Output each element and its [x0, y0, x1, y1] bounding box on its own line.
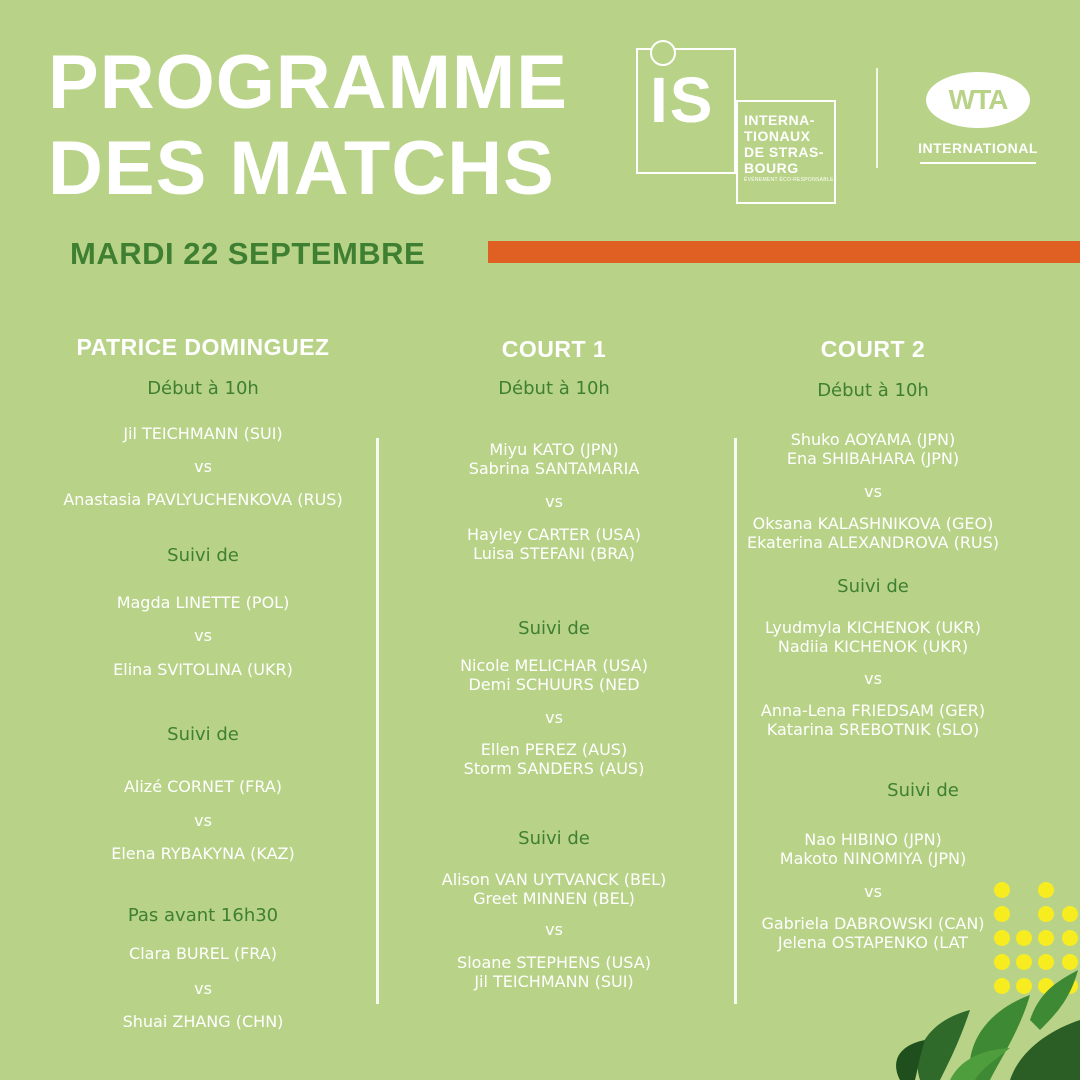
match-label: Suivi de [518, 618, 590, 639]
match-label: Suivi de [837, 576, 909, 597]
dot-icon [1062, 906, 1078, 922]
player: Hayley CARTER (USA) [467, 525, 641, 544]
schedule-date: MARDI 22 SEPTEMBRE [70, 236, 426, 271]
player: Alison VAN UYTVANCK (BEL) [441, 870, 667, 889]
player: Nadiia KICHENOK (UKR) [777, 637, 969, 656]
player: Shuai ZHANG (CHN) [122, 1012, 284, 1031]
court-column-court-1 [384, 0, 724, 1080]
dot-icon [1062, 930, 1078, 946]
player: Clara BUREL (FRA) [129, 944, 277, 963]
dot-icon [994, 930, 1010, 946]
vs-label: vs [194, 626, 212, 645]
player: Lyudmyla KICHENOK (UKR) [764, 618, 982, 637]
player: Jil TEICHMANN (SUI) [123, 424, 283, 443]
court-column-court-2 [738, 0, 1008, 1080]
match-label: Pas avant 16h30 [127, 905, 279, 926]
court-column-patrice-dominguez [20, 0, 386, 1080]
logo-tagline: ÉVÉNEMENT ÉCO-RESPONSABLE [744, 177, 834, 183]
vs-label: vs [545, 920, 563, 939]
match-label: Suivi de [518, 828, 590, 849]
player: Jil TEICHMANN (SUI) [474, 972, 634, 991]
player: Anna-Lena FRIEDSAM (GER) [760, 701, 986, 720]
match-label: Suivi de [167, 724, 239, 745]
start-time: Début à 10h [817, 380, 929, 401]
column-divider [376, 438, 379, 1004]
vs-label: vs [194, 811, 212, 830]
court-name: PATRICE DOMINGUEZ [76, 334, 330, 360]
player: Ellen PEREZ (AUS) [480, 740, 628, 759]
title-line-2: DES MATCHS [48, 126, 555, 211]
logo-text-line: TIONAUX [744, 128, 811, 144]
vs-label: vs [194, 979, 212, 998]
vs-label: vs [545, 492, 563, 511]
player: Ekaterina ALEXANDROVA (RUS) [746, 533, 1000, 552]
player: Anastasia PAVLYUCHENKOVA (RUS) [63, 490, 343, 509]
decorative-leaves-icon [880, 960, 1080, 1080]
player: Magda LINETTE (POL) [116, 593, 290, 612]
player: Alizé CORNET (FRA) [123, 777, 283, 796]
player: Nicole MELICHAR (USA) [460, 656, 648, 675]
player: Katarina SREBOTNIK (SLO) [766, 720, 980, 739]
vs-label: vs [864, 669, 882, 688]
player: Sloane STEPHENS (USA) [457, 953, 651, 972]
logo-text-line: BOURG [744, 160, 799, 176]
player: Elina SVITOLINA (UKR) [113, 660, 293, 679]
dot-icon [1038, 906, 1054, 922]
title-line-1: PROGRAMME [48, 40, 568, 125]
player: Sabrina SANTAMARIA [468, 459, 640, 478]
player: Jelena OSTAPENKO (LAT [777, 933, 969, 952]
logo-text-line: INTERNA- [744, 112, 815, 128]
match-label: Suivi de [887, 780, 959, 801]
vs-label: vs [864, 482, 882, 501]
vs-label: vs [864, 882, 882, 901]
start-time: Début à 10h [147, 378, 259, 399]
player: Shuko AOYAMA (JPN) [790, 430, 956, 449]
player: Elena RYBAKYNA (KAZ) [111, 844, 295, 863]
player: Ena SHIBAHARA (JPN) [786, 449, 960, 468]
player: Storm SANDERS (AUS) [463, 759, 645, 778]
logo-letters: IS [650, 64, 715, 136]
dot-icon [994, 882, 1010, 898]
player: Gabriela DABROWSKI (CAN) [761, 914, 985, 933]
vs-label: vs [194, 457, 212, 476]
player: Nao HIBINO (JPN) [804, 830, 942, 849]
start-time: Début à 10h [498, 378, 610, 399]
player: Miyu KATO (JPN) [489, 440, 619, 459]
player: Oksana KALASHNIKOVA (GEO) [752, 514, 994, 533]
dot-icon [1038, 882, 1054, 898]
vs-label: vs [545, 708, 563, 727]
dot-icon [1016, 930, 1032, 946]
dot-icon [994, 906, 1010, 922]
dot-icon [1038, 930, 1054, 946]
court-name: COURT 1 [501, 336, 607, 362]
wta-mark: WTA [948, 84, 1008, 115]
match-label: Suivi de [167, 545, 239, 566]
court-name: COURT 2 [820, 336, 926, 362]
player: Demi SCHUURS (NED [468, 675, 640, 694]
player: Luisa STEFANI (BRA) [473, 544, 635, 563]
player: Greet MINNEN (BEL) [473, 889, 635, 908]
column-divider [734, 438, 737, 1004]
logo-text-line: DE STRAS- [744, 144, 824, 160]
wta-subtitle: INTERNATIONAL [918, 140, 1038, 156]
player: Makoto NINOMIYA (JPN) [779, 849, 967, 868]
